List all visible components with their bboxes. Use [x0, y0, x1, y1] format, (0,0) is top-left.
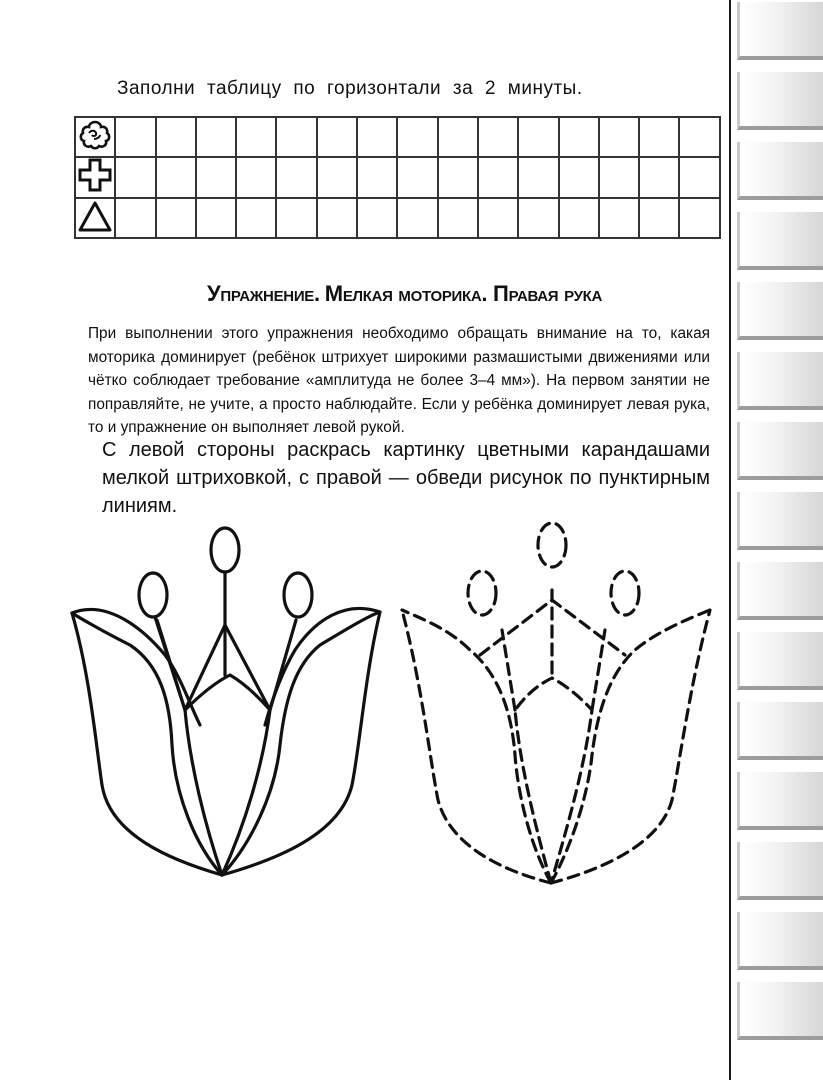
grid-cell[interactable] — [196, 198, 236, 238]
index-tab — [737, 422, 823, 480]
solid-flower-left-petal — [72, 609, 222, 875]
cross-symbol-icon — [75, 157, 115, 198]
fill-grid — [74, 116, 721, 239]
grid-cell[interactable] — [478, 198, 518, 238]
grid-cell[interactable] — [357, 157, 397, 198]
index-tab — [737, 632, 823, 690]
instruction-text: С левой стороны раскрась картинку цветными карандашами мелкой штриховкой, с правой — обведи рисунок по пунктирным линиям. — [102, 439, 710, 517]
flowers-illustration — [60, 515, 725, 895]
index-tab — [737, 2, 823, 60]
index-tab — [737, 282, 823, 340]
grid-cell[interactable] — [276, 198, 316, 238]
grid-cell[interactable] — [357, 117, 397, 157]
grid-cell[interactable] — [196, 157, 236, 198]
exercise-label: Упражнение. — [207, 281, 320, 306]
solid-flower-outer-left — [72, 613, 222, 875]
index-tab — [737, 982, 823, 1040]
solid-flower — [72, 528, 380, 875]
grid-cell[interactable] — [518, 198, 558, 238]
exercise-name: Мелкая моторика. Правая рука — [324, 281, 603, 306]
grid-cell[interactable] — [478, 157, 518, 198]
grid-cell[interactable] — [196, 117, 236, 157]
grid-cell[interactable] — [559, 198, 599, 238]
solid-flower-anther-left — [139, 573, 167, 617]
grid-cell[interactable] — [115, 198, 155, 238]
solid-flower-anther-right — [284, 573, 312, 617]
grid-cell[interactable] — [397, 198, 437, 238]
grid-cell[interactable] — [317, 157, 357, 198]
grid-cell[interactable] — [438, 198, 478, 238]
grid-cell[interactable] — [397, 117, 437, 157]
grid-cell[interactable] — [599, 117, 639, 157]
grid-cell[interactable] — [236, 198, 276, 238]
index-tab — [737, 842, 823, 900]
grid-row — [75, 117, 720, 157]
grid-cell[interactable] — [559, 117, 599, 157]
grid-row — [75, 198, 720, 238]
index-tab — [737, 912, 823, 970]
grid-cell[interactable] — [397, 157, 437, 198]
grid-cell[interactable] — [639, 117, 679, 157]
grid-cell[interactable] — [599, 198, 639, 238]
dashed-flower-anther-top — [538, 523, 566, 567]
grid-cell[interactable] — [679, 198, 719, 238]
grid-cell[interactable] — [357, 198, 397, 238]
grid-cell[interactable] — [639, 157, 679, 198]
solid-flower-right-petal — [222, 608, 380, 875]
grid-cell[interactable] — [236, 157, 276, 198]
index-tab — [737, 702, 823, 760]
index-tab — [737, 492, 823, 550]
grid-cell[interactable] — [156, 117, 196, 157]
solid-flower-stamen-right — [270, 620, 296, 710]
solid-flower-anther-top — [211, 528, 239, 572]
grid-cell[interactable] — [115, 157, 155, 198]
index-tab — [737, 142, 823, 200]
dashed-flower-right-petal — [551, 610, 710, 883]
grid-cell[interactable] — [518, 157, 558, 198]
grid-cell[interactable] — [679, 157, 719, 198]
grid-cell[interactable] — [236, 117, 276, 157]
solid-flower-center-petal — [185, 675, 270, 875]
dashed-flower-outer-left — [402, 610, 551, 883]
task-text: Заполни таблицу по горизонтали за 2 минуты. — [117, 78, 583, 99]
grid-cell[interactable] — [156, 198, 196, 238]
exercise-title — [207, 281, 602, 307]
triangle-symbol-icon — [75, 198, 115, 238]
grid-cell[interactable] — [559, 157, 599, 198]
dashed-flower — [402, 523, 710, 883]
index-tab — [737, 352, 823, 410]
grid-cell[interactable] — [276, 157, 316, 198]
solid-flower-outer-right — [222, 612, 380, 875]
grid-cell[interactable] — [438, 117, 478, 157]
grid-row — [75, 157, 720, 198]
flower-symbol-icon — [75, 117, 115, 157]
grid-cell[interactable] — [518, 117, 558, 157]
grid-cell[interactable] — [599, 157, 639, 198]
index-tab — [737, 562, 823, 620]
grid-cell[interactable] — [639, 198, 679, 238]
grid-cell[interactable] — [317, 198, 357, 238]
grid-cell[interactable] — [679, 117, 719, 157]
index-tabs — [731, 0, 823, 1080]
index-tab — [737, 772, 823, 830]
grid-cell[interactable] — [317, 117, 357, 157]
dashed-flower-anther-left — [468, 571, 496, 615]
index-tab — [737, 212, 823, 270]
grid-cell[interactable] — [115, 117, 155, 157]
grid-cell[interactable] — [156, 157, 196, 198]
dashed-flower-left-petal — [402, 610, 551, 883]
grid-cell[interactable] — [438, 157, 478, 198]
dashed-flower-anther-right — [611, 571, 639, 615]
dashed-flower-center-petal — [515, 678, 592, 883]
index-tab — [737, 72, 823, 130]
dashed-flower-outer-right — [551, 610, 710, 883]
grid-cell[interactable] — [478, 117, 518, 157]
teacher-note: При выполнении этого упражнения необходимо обращать внимание на то, какая моторика доминирует (ребёнок штрихует широкими размашистыми движениями или чётко соблюдает требование «амплитуда не более 3–4 мм»). На первом занятии не поправляйте, не учите, а просто наблюдайте. Если у ребёнка доминирует левая рука, то и упражнение он выполняет левой рукой. — [88, 325, 710, 436]
grid-cell[interactable] — [276, 117, 316, 157]
